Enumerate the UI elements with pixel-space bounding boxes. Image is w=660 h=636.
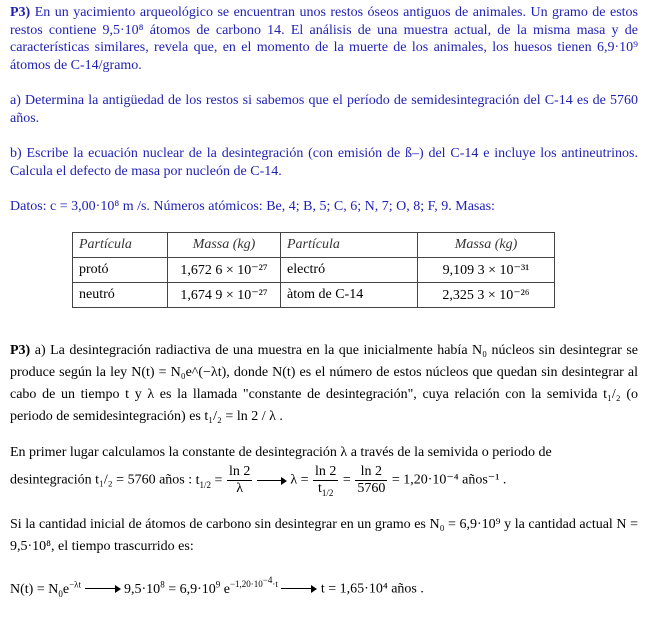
table-cell: 1,672 6 × 10⁻²⁷	[168, 258, 281, 283]
data-line: Datos: c = 3,00·10⁸ m /s. Números atómicos: Be, 4; B, 5; C, 6; N, 7; O, 8; F, 9. Masas:	[10, 199, 495, 214]
fraction-ln2-5760: $\frac{\ln 2}{5760}$	[357, 464, 386, 496]
solution-label: P3)	[10, 343, 31, 358]
table-header: Massa (kg)	[418, 233, 555, 258]
problem-statement	[10, 4, 638, 74]
table-cell: protó	[73, 258, 168, 283]
table-cell: 1,674 9 × 10⁻²⁷	[168, 283, 281, 308]
lambda-calculation: desintegración t₁/₂ = 5760 años : $t_{1/2}$ = $\frac{\ln 2}{\lambda}$ λ = $\frac{\ln 2}{t_{1/2}}$ = $\frac{\ln 2}{5760}$ = 1,20·10⁻⁴ años⁻¹ .	[10, 464, 507, 498]
table-header: Partícula	[281, 233, 418, 258]
table-cell: 9,109 3 × 10⁻³¹	[418, 258, 555, 283]
final-equation: $N(t) = N_0e^{-\lambda t}$ $9,5\cdot 10^8 = 6,9\cdot 10^9$ $e^{-1,20\cdot 10^{-4}\cdot t}$ t = 1,65·10⁴ años .	[10, 575, 424, 599]
arrow-icon	[257, 476, 287, 486]
table-header: Partícula	[73, 233, 168, 258]
step1-text: En primer lugar calculamos la constante de desintegración λ a través de la semivida o periodo de	[10, 445, 552, 460]
table-cell: electró	[281, 258, 418, 283]
solution-intro	[10, 340, 638, 428]
mass-table	[72, 232, 555, 308]
fraction-ln2-lambda: $\frac{\ln 2}{\lambda}$	[228, 464, 251, 496]
problem-text: En un yacimiento arqueológico se encuentran unos restos óseos antiguos de animales. Un gramo de estos restos contiene 9,5·10⁸ átomos de carbono 14. El análisis de una muestra actual, de la misma masa y de características similares, revela que, en el momento de la muerte de los animales, los huesos tienen 6,9·10⁹ átomos de C-14/gramo.	[10, 5, 638, 73]
step2-text: Si la cantidad inicial de átomos de carbono sin desintegrar en un gramo es N₀ = 6,9·10⁹ y la cantidad actual N = 9,5·10⁸, el tiempo trascurrido es:	[10, 517, 638, 554]
problem-label: P3)	[10, 5, 31, 20]
table-row	[73, 258, 555, 283]
fraction-ln2-t12: $\frac{\ln 2}{t_{1/2}}$	[315, 464, 337, 498]
solution-intro-text: a) La desintegración radiactiva de una muestra en la que inicialmente había N₀ núcleos sin desintegrar se produce según la ley N(t) = N₀e^(−λt), donde N(t) es el número de estos núcleos que quedan sin desintegrar al cabo de un tiempo t y λ es la llamada "constante de desintegración", cuya relación con la semivida t₁/₂ (o periodo de semidesintegración) es t₁/₂ = ln 2 / λ .	[10, 343, 639, 424]
table-cell: neutró	[73, 283, 168, 308]
arrow-icon	[85, 584, 121, 594]
arrow-icon	[281, 584, 317, 594]
final-result: t = 1,65·10⁴ años .	[320, 581, 424, 597]
lambda-result: = 1,20·10⁻⁴ años⁻¹ .	[391, 472, 507, 488]
table-cell: 2,325 3 × 10⁻²⁶	[418, 283, 555, 308]
table-header: Massa (kg)	[168, 233, 281, 258]
part-b: b) Escribe la ecuación nuclear de la desintegración (con emisión de ß–) del C-14 e incluye los antineutrinos. Calcula el defecto de masa por nucleón de C-14.	[10, 146, 638, 179]
table-row	[73, 283, 555, 308]
part-a: a) Determina la antigüedad de los restos si sabemos que el período de semidesintegración del C-14 es de 5760 años.	[10, 93, 638, 126]
table-header-row	[73, 233, 555, 258]
table-cell: àtom de C-14	[281, 283, 418, 308]
step1-calc-prefix: desintegración t₁/₂ = 5760 años :	[10, 472, 193, 488]
